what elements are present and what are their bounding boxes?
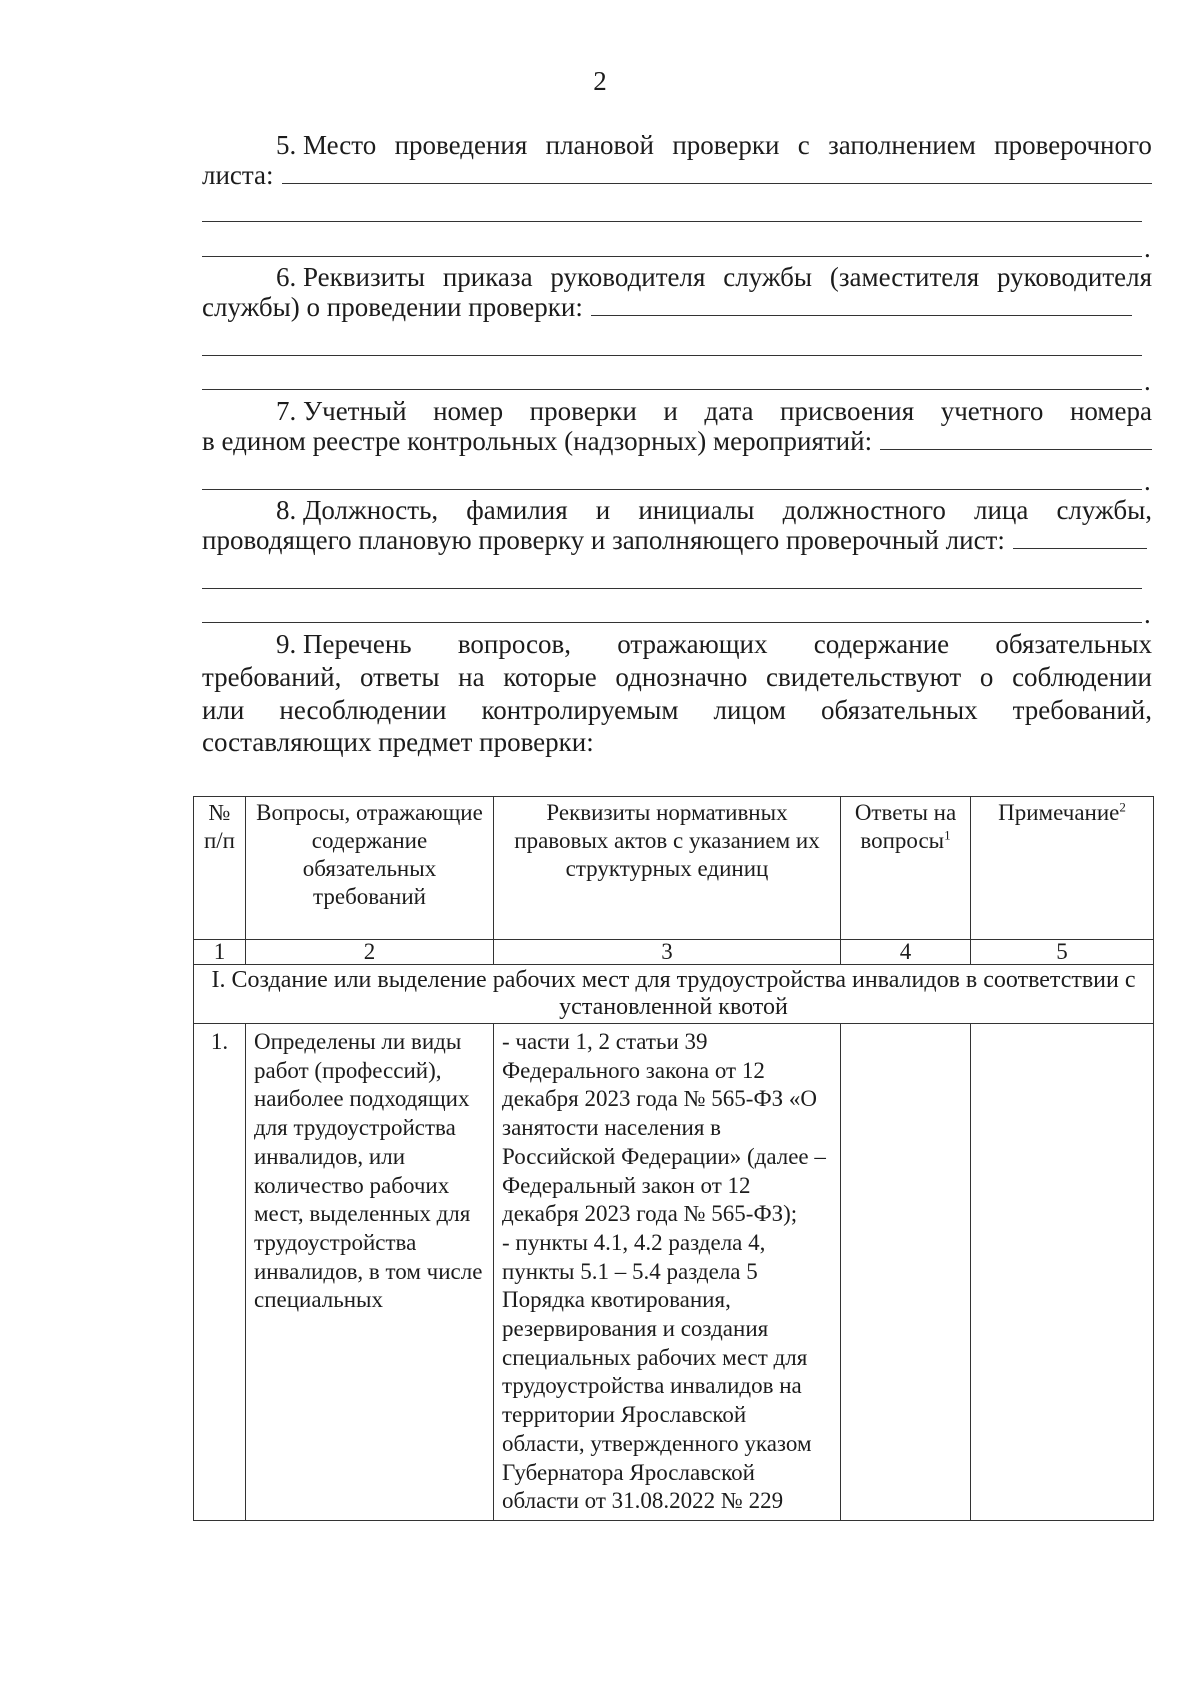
item8-line1: 8. Должность, фамилия и инициалы должностного лица службы, — [276, 495, 1152, 525]
item9-line4: составляющих предмет проверки: — [202, 727, 594, 757]
section-row — [194, 965, 1154, 1024]
item6-blank-2[interactable] — [202, 355, 1142, 356]
item5-blank-2[interactable] — [202, 221, 1142, 222]
row-reference — [494, 1024, 841, 1521]
item6-blank-3[interactable] — [202, 389, 1142, 390]
item6-line1: 6. Реквизиты приказа руководителя службы (заместителя руководителя — [276, 262, 1152, 292]
section-title: I. Создание или выделение рабочих мест для трудоустройства инвалидов в соответствии с установленной квотой — [194, 965, 1154, 1024]
item8-blank-1[interactable] — [1013, 547, 1147, 549]
item7-line1: 7. Учетный номер проверки и дата присвоения учетного номера — [276, 396, 1152, 426]
column-number: 3 — [494, 940, 841, 965]
column-number: 5 — [971, 940, 1154, 965]
item7-end-mark: . — [1144, 466, 1151, 496]
item7-blank-2[interactable] — [202, 489, 1142, 490]
row-note-cell[interactable] — [971, 1024, 1154, 1521]
row-number: 1. — [194, 1024, 246, 1521]
row-reference-part2: - пункты 4.1, 4.2 раздела 4, пункты 5.1 – 5.4 раздела 5 Порядка квотирования, резервирования и создания специальных рабочих мест для трудоустройства инвалидов на территории Ярославской области, утвержденного указом Губернатора Ярославской области от 31.08.2022 № 229 — [502, 1229, 812, 1514]
item8-blank-3[interactable] — [202, 622, 1142, 623]
column-number: 1 — [194, 940, 246, 965]
item5-blank-3[interactable] — [202, 256, 1142, 257]
item5-blank-1[interactable] — [282, 182, 1152, 184]
item5-line2 — [202, 160, 1152, 190]
row-reference-part1: - части 1, 2 статьи 39 Федерального закона от 12 декабря 2023 года № 565-ФЗ «О занятости населения в Российской Федерации» (далее – Федеральный закон от 12 декабря 2023 года № 565-ФЗ); — [502, 1029, 826, 1227]
item5-end-mark: . — [1144, 233, 1151, 263]
column-number: 2 — [246, 940, 494, 965]
item9-line1: 9. Перечень вопросов, отражающих содержание обязательных — [276, 629, 1152, 659]
item7-label: в едином реестре контрольных (надзорных) мероприятий: — [202, 426, 873, 456]
table-row — [194, 1024, 1154, 1521]
item6-end-mark: . — [1144, 366, 1151, 396]
table-header-row — [194, 797, 1154, 940]
header-num: № п/п — [194, 797, 246, 940]
item8-label: проводящего плановую проверку и заполняющего проверочный лист: — [202, 525, 1005, 555]
item6-line2 — [202, 292, 1132, 322]
page-number: 2 — [593, 66, 607, 96]
row-answer-cell[interactable] — [841, 1024, 971, 1521]
requirements-table — [193, 796, 1154, 1521]
header-answers: Ответы на вопросы$^1$ — [841, 797, 971, 940]
header-note: Примечание$^2$ — [971, 797, 1154, 940]
item5-label: листа: — [202, 160, 274, 190]
column-number: 4 — [841, 940, 971, 965]
header-questions: Вопросы, отражающие содержание обязательных требований — [246, 797, 494, 940]
item7-blank-1[interactable] — [880, 448, 1152, 450]
row-question: Определены ли виды работ (профессий), наиболее подходящих для трудоустройства инвалидов, или количество рабочих мест, выделенных для трудоустройства инвалидов, в том числе специальных — [246, 1024, 494, 1521]
item7-line2 — [202, 426, 1152, 456]
item5-line1: 5. Место проведения плановой проверки с заполнением проверочного — [276, 130, 1152, 160]
item9-line2: требований, ответы на которые однозначно свидетельствуют о соблюдении — [202, 662, 1152, 692]
header-references: Реквизиты нормативных правовых актов с указанием их структурных единиц — [494, 797, 841, 940]
column-number-row — [194, 940, 1154, 965]
item8-end-mark: . — [1144, 599, 1151, 629]
item6-blank-1[interactable] — [591, 314, 1132, 316]
item6-label: службы) о проведении проверки: — [202, 292, 583, 322]
item9-line3: или несоблюдении контролируемым лицом обязательных требований, — [202, 695, 1152, 725]
item8-blank-2[interactable] — [202, 588, 1142, 589]
item8-line2 — [202, 525, 1147, 555]
